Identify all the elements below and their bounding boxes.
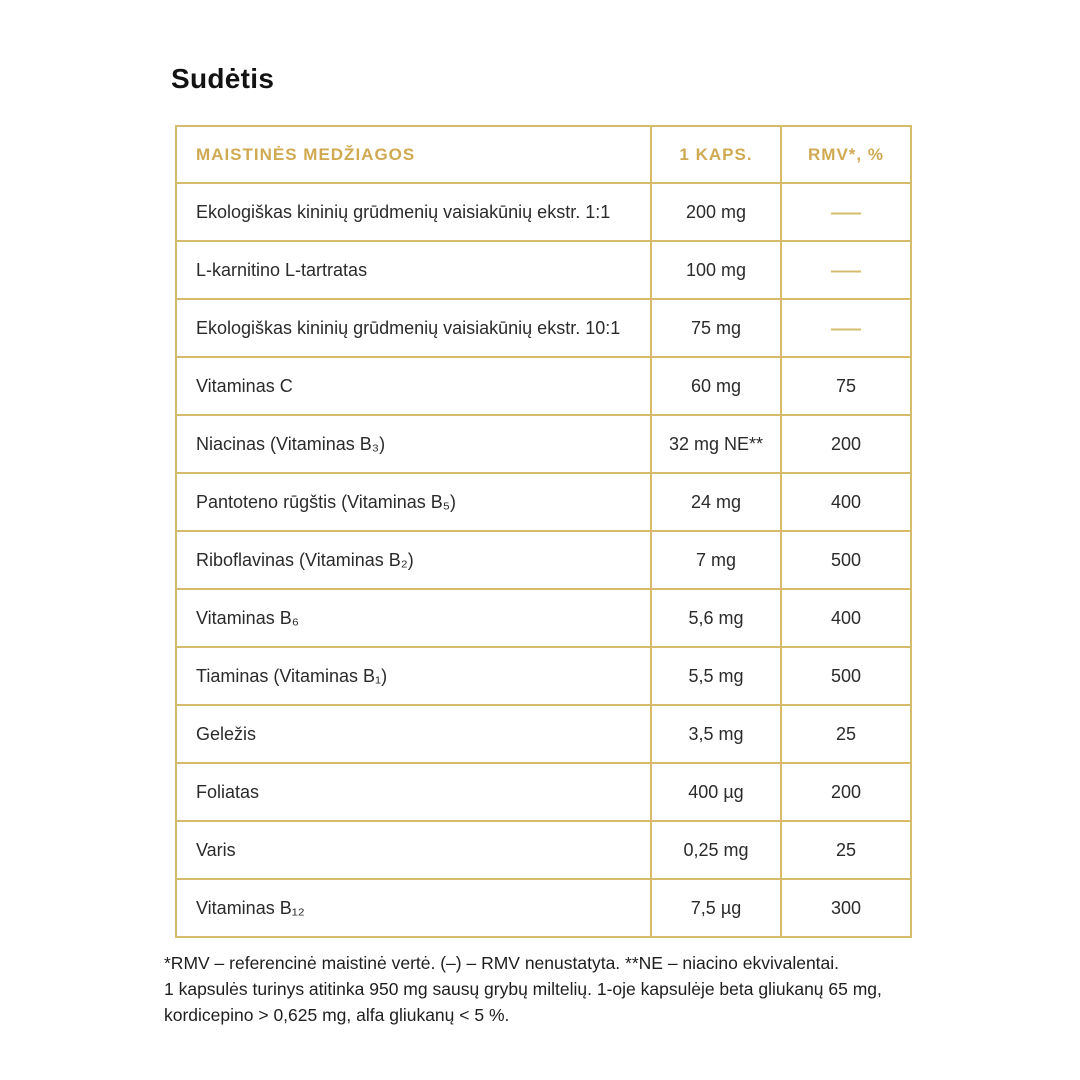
nutrient-name: Pantoteno rūgštis (Vitaminas B₅) — [176, 473, 651, 531]
amount-value: 60 mg — [651, 357, 781, 415]
nutrient-name: Ekologiškas kininių grūdmenių vaisiakūnių ekstr. 10:1 — [176, 299, 651, 357]
table-row — [176, 183, 911, 241]
table-row — [176, 241, 911, 299]
table-row — [176, 879, 911, 937]
footnote-line-2: 1 kapsulės turinys atitinka 950 mg sausų grybų miltelių. 1-oje kapsulėje beta gliukanų 65 mg, — [164, 979, 882, 999]
amount-value: 100 mg — [651, 241, 781, 299]
rmv-value: — — [781, 241, 911, 299]
footnote-line-3: kordicepino > 0,625 mg, alfa gliukanų < 5 %. — [164, 1005, 510, 1025]
table-row — [176, 821, 911, 879]
column-header-nutrients: MAISTINĖS MEDŽIAGOS — [176, 126, 651, 183]
nutrient-name: Riboflavinas (Vitaminas B₂) — [176, 531, 651, 589]
table-row — [176, 647, 911, 705]
nutrient-name: Geležis — [176, 705, 651, 763]
rmv-value: 500 — [781, 647, 911, 705]
table-row — [176, 473, 911, 531]
table-header — [176, 126, 911, 183]
nutrient-name: Vitaminas B₆ — [176, 589, 651, 647]
rmv-value: 300 — [781, 879, 911, 937]
rmv-value: 25 — [781, 705, 911, 763]
amount-value: 3,5 mg — [651, 705, 781, 763]
table-row — [176, 589, 911, 647]
table-row — [176, 299, 911, 357]
table-row — [176, 357, 911, 415]
rmv-value: 200 — [781, 415, 911, 473]
footnote — [164, 950, 954, 1028]
page-title: Sudėtis — [171, 63, 275, 94]
composition-table — [175, 125, 912, 938]
nutrient-name: Tiaminas (Vitaminas B₁) — [176, 647, 651, 705]
rmv-value: 500 — [781, 531, 911, 589]
rmv-value: 200 — [781, 763, 911, 821]
table-body — [176, 183, 911, 937]
table-row — [176, 763, 911, 821]
column-header-rmv: RMV*, % — [781, 126, 911, 183]
amount-value: 7,5 µg — [651, 879, 781, 937]
amount-value: 5,5 mg — [651, 647, 781, 705]
amount-value: 400 µg — [651, 763, 781, 821]
nutrient-name: L-karnitino L-tartratas — [176, 241, 651, 299]
amount-value: 24 mg — [651, 473, 781, 531]
rmv-value: — — [781, 183, 911, 241]
rmv-value: 75 — [781, 357, 911, 415]
footnote-line-1: *RMV – referencinė maistinė vertė. (–) – RMV nenustatyta. **NE – niacino ekvivalentai. — [164, 953, 840, 973]
amount-value: 5,6 mg — [651, 589, 781, 647]
amount-value: 75 mg — [651, 299, 781, 357]
nutrient-name: Niacinas (Vitaminas B₃) — [176, 415, 651, 473]
amount-value: 32 mg NE** — [651, 415, 781, 473]
nutrient-name: Vitaminas C — [176, 357, 651, 415]
rmv-value: 25 — [781, 821, 911, 879]
rmv-value: 400 — [781, 589, 911, 647]
column-header-amount: 1 KAPS. — [651, 126, 781, 183]
table-row — [176, 705, 911, 763]
header-row — [176, 126, 911, 183]
nutrient-name: Foliatas — [176, 763, 651, 821]
amount-value: 200 mg — [651, 183, 781, 241]
nutrient-name: Ekologiškas kininių grūdmenių vaisiakūnių ekstr. 1:1 — [176, 183, 651, 241]
table-row — [176, 531, 911, 589]
nutrient-name: Vitaminas B₁₂ — [176, 879, 651, 937]
nutrient-name: Varis — [176, 821, 651, 879]
rmv-value: — — [781, 299, 911, 357]
amount-value: 0,25 mg — [651, 821, 781, 879]
rmv-value: 400 — [781, 473, 911, 531]
table-row — [176, 415, 911, 473]
amount-value: 7 mg — [651, 531, 781, 589]
